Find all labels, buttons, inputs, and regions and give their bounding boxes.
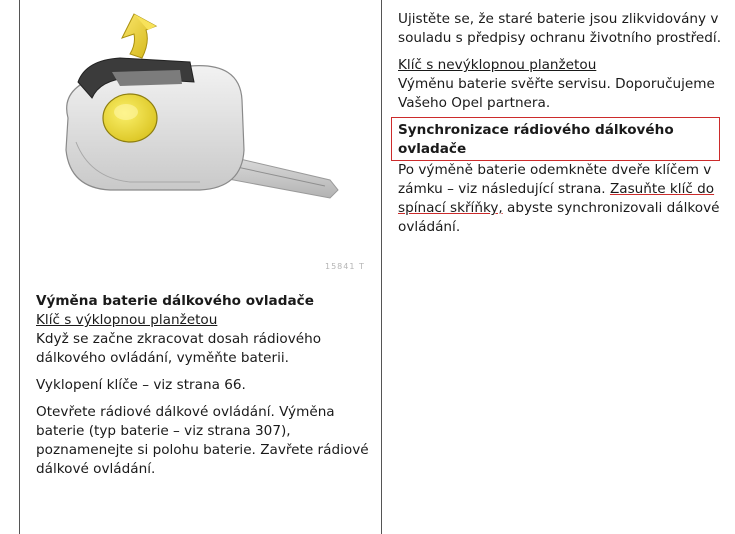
highlight-box xyxy=(391,117,720,161)
paragraph-replace: Otevřete rádiové dálkové ovládání. Výměna baterie (typ baterie – viz strana 307), poznamenejte si polohu baterie. Zavřete rádiové dálkové ovládání. xyxy=(36,404,369,477)
sync-heading: Synchronizace rádiového dálkového ovladače xyxy=(398,122,674,157)
left-margin-rule xyxy=(19,0,20,534)
figure-id: 15841 T xyxy=(325,262,365,271)
right-column xyxy=(398,10,728,245)
subheading-fixed-key: Klíč s nevýklopnou planžetou xyxy=(398,57,597,73)
sync-text-end: abyste synchronizovali dálkové ovládání. xyxy=(398,200,720,235)
column-divider xyxy=(381,0,382,534)
sync-heading-box xyxy=(398,121,728,159)
sync-text-highlight: Zasuňte klíč do spínací skříňky, xyxy=(398,181,715,216)
paragraph-sync xyxy=(398,161,728,237)
sync-text-start: Po výměně baterie odemkněte dveře klíčem v zámku – viz následující strana. xyxy=(398,162,712,197)
paragraph-disposal: Ujistěte se, že staré baterie jsou zlikvidovány v souladu s předpisy ochranu životního prostředí. xyxy=(398,11,722,46)
left-column xyxy=(36,292,372,487)
paragraph-range: Když se začne zkracovat dosah rádiového dálkového ovládání, vyměňte baterii. xyxy=(36,331,322,366)
paragraph-service: Výměnu baterie svěřte servisu. Doporučujeme Vašeho Opel partnera. xyxy=(398,76,715,111)
section-heading: Výměna baterie dálkového ovladače xyxy=(36,293,314,309)
paragraph-unfold: Vyklopení klíče – viz strana 66. xyxy=(36,377,246,393)
subheading-fold-key: Klíč s výklopnou planžetou xyxy=(36,312,218,328)
key-battery-illustration xyxy=(30,0,375,280)
